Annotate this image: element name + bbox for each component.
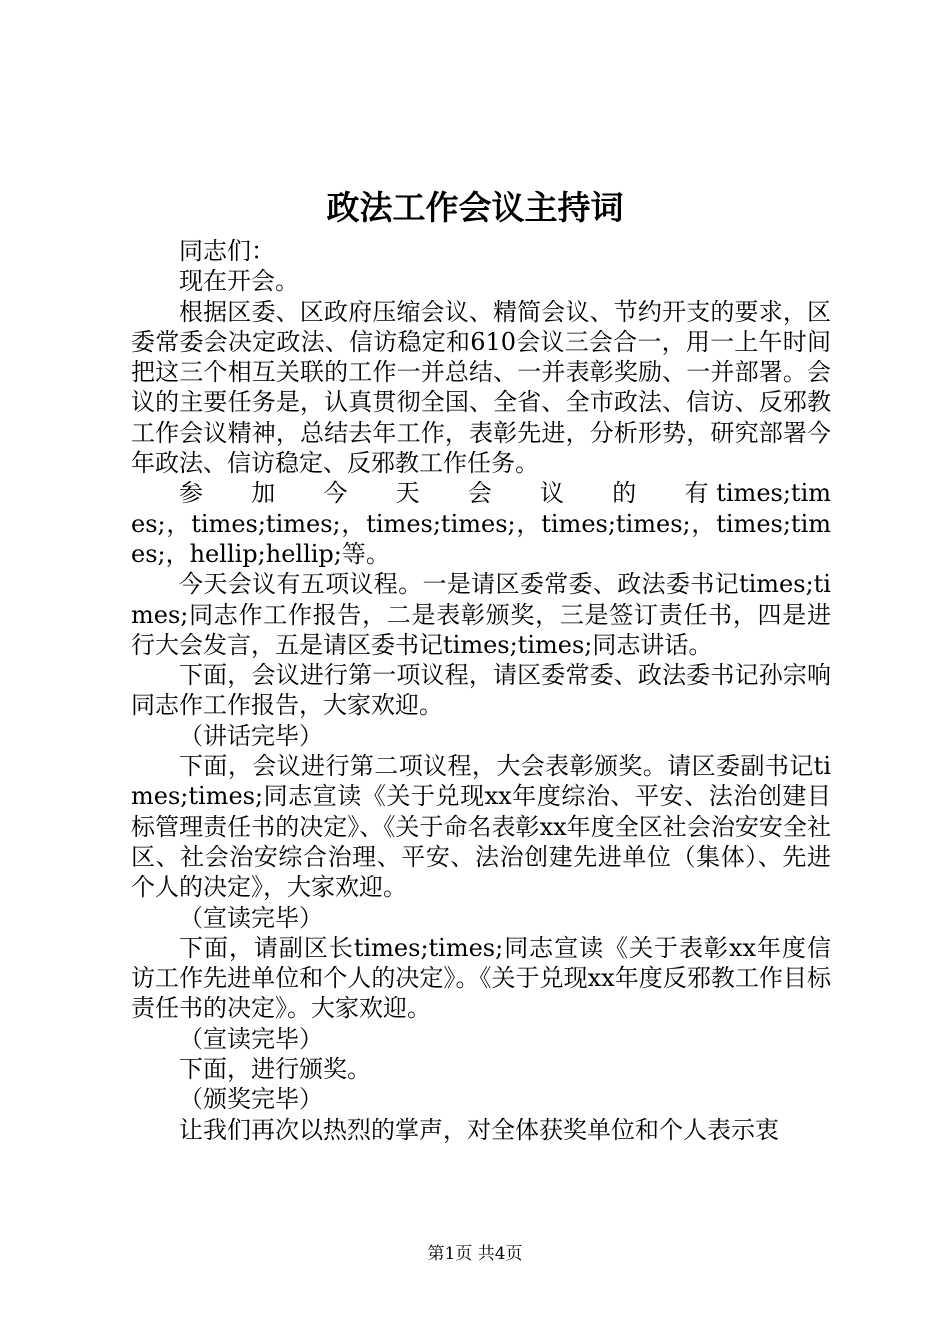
paragraph-attendees: 参 加 今 天 会 议 的 有 times;times;，times;times;，times;times;，times;times;，times;times;，hellip;hellip;等。 bbox=[131, 479, 831, 568]
paragraph-note-speech-done: （讲话完毕） bbox=[179, 721, 323, 750]
paragraph-note-reading-done-2: （宣读完毕） bbox=[179, 1024, 323, 1053]
paragraph-opening: 现在开会。 bbox=[179, 267, 299, 296]
document-body bbox=[131, 236, 831, 1145]
paragraph-greeting: 同志们： bbox=[179, 237, 275, 265]
paragraph-item-one: 下面，会议进行第一项议程，请区委常委、政法委书记孙宗响同志作工作报告，大家欢迎。 bbox=[131, 661, 831, 720]
paragraph-item-two: 下面，会议进行第二项议程，大会表彰颁奖。请区委副书记times;times;同志宣读《关于兑现xx年度综治、平安、法治创建目标管理责任书的决定》、《关于命名表彰xx年度全区社会治安安全社区、社会治安综合治理、平安、法治创建先进单位（集体）、先进个人的决定》，大家欢迎。 bbox=[131, 752, 831, 902]
paragraph-awards: 下面，进行颁奖。 bbox=[179, 1055, 371, 1084]
paragraph-background: 根据区委、区政府压缩会议、精简会议、节约开支的要求，区委常委会决定政法、信访稳定和610会议三会合一，用一上午时间把这三个相互关联的工作一并总结、一并表彰奖励、一并部署。会议的主要任务是，认真贯彻全国、全省、全市政法、信访、反邪教工作会议精神，总结去年工作，表彰先进，分析形势，研究部署今年政法、信访稳定、反邪教工作任务。 bbox=[131, 297, 831, 478]
document-title: 政法工作会议主持词 bbox=[326, 188, 624, 227]
paragraph-note-reading-done-1: （宣读完毕） bbox=[179, 903, 323, 932]
paragraph-applause: 让我们再次以热烈的掌声，对全体获奖单位和个人表示衷 bbox=[179, 1115, 779, 1144]
paragraph-agenda: 今天会议有五项议程。一是请区委常委、政法委书记times;times;同志作工作报告，二是表彰颁奖，三是签订责任书，四是进行大会发言，五是请区委书记times;times;同志讲话。 bbox=[131, 570, 831, 659]
paragraph-note-awards-done: （颁奖完毕） bbox=[179, 1085, 323, 1114]
page-footer: 第1页 共4页 bbox=[427, 1244, 523, 1264]
paragraph-vice-mayor-reading: 下面，请副区长times;times;同志宣读《关于表彰xx年度信访工作先进单位和个人的决定》。《关于兑现xx年度反邪教工作目标责任书的决定》。大家欢迎。 bbox=[131, 933, 831, 1023]
